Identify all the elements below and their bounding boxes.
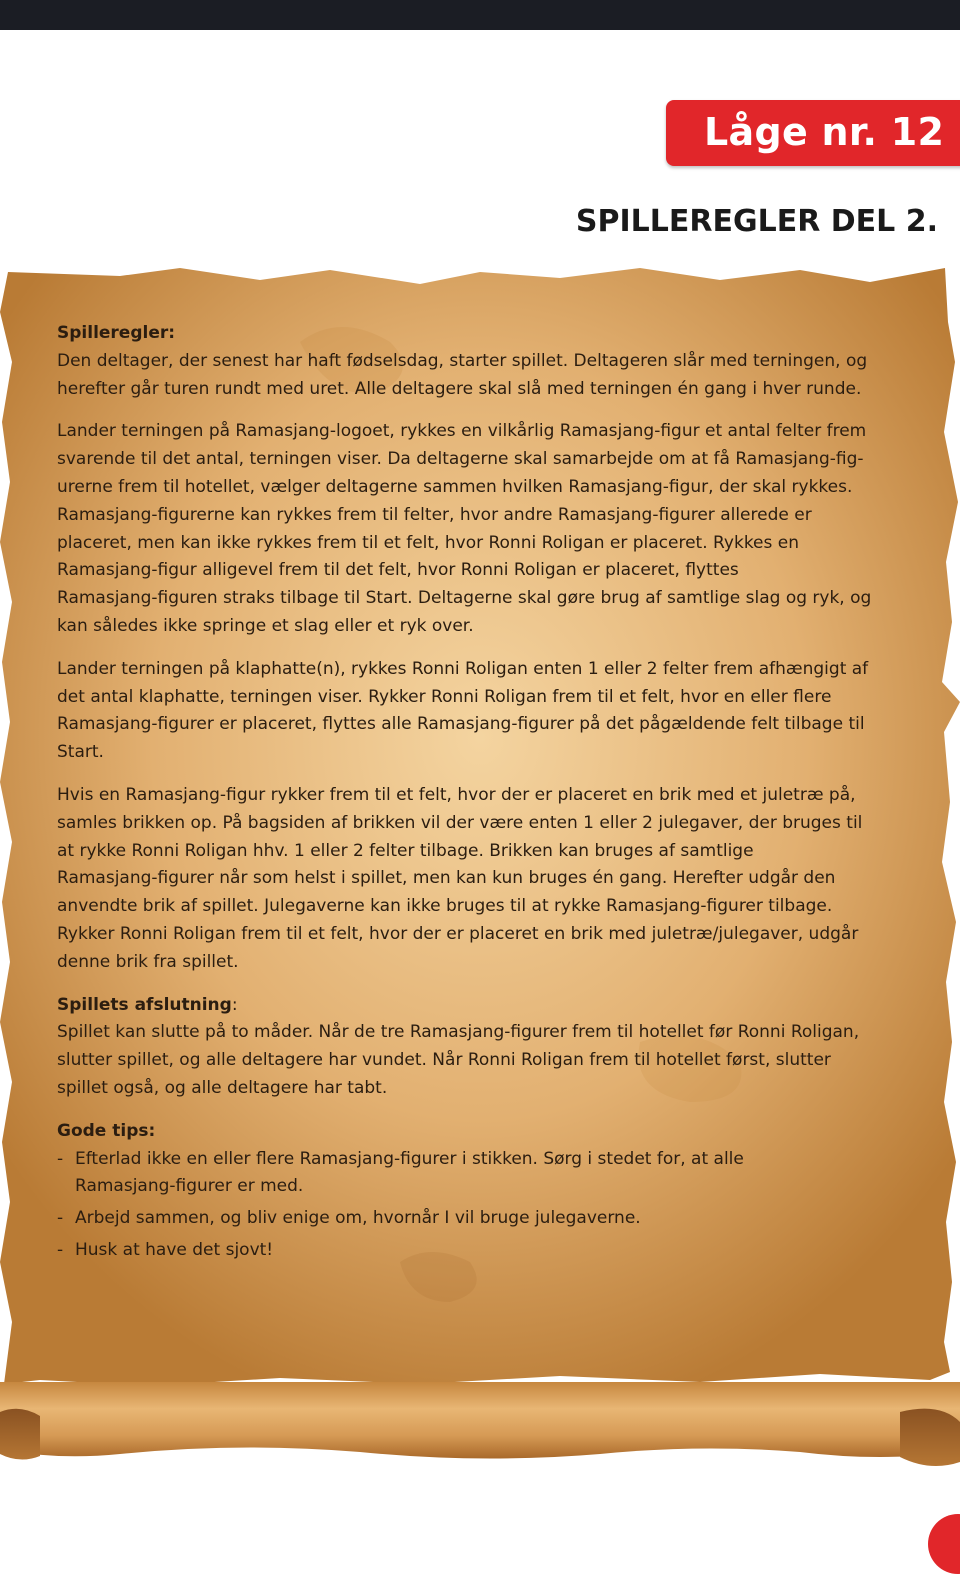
bullet-dash: -: [57, 1148, 64, 1169]
text-line: kan således ikke springe et slag eller et ryk over.: [57, 615, 474, 636]
paragraph-logo-move: [57, 418, 912, 640]
text-line: Den deltager, der senest har haft fødselsdag, starter spillet. Deltageren slår med terningen, og: [57, 350, 868, 371]
rules-heading: Spilleregler:: [57, 323, 176, 343]
text-line: Ramasjang-figurer når som helst i spillet, men kan kun bruges én gang. Herefter udgår den: [57, 868, 836, 889]
text-line: denne brik fra spillet.: [57, 951, 239, 972]
list-item: - Husk at have det sjovt!: [57, 1237, 912, 1265]
text-line: Lander terningen på Ramasjang-logoet, rykkes en vilkårlig Ramasjang-figur et antal felter frem: [57, 421, 867, 442]
text-line: Rykker Ronni Roligan frem til et felt, hvor der er placeret en brik med juletræ/julegaver, udgår: [57, 923, 859, 944]
text-line: Lander terningen på klaphatte(n), rykkes Ronni Roligan enten 1 eller 2 felter frem afhængigt af: [57, 658, 869, 679]
paragraph-klaphat-move: [57, 656, 912, 767]
text-line: svarende til det antal, terningen viser. Da deltagerne skal samarbejde om at få Ramasjang-fig-: [57, 449, 864, 470]
top-status-bar: [0, 0, 960, 30]
door-number-badge: [666, 100, 960, 166]
text-line: Ramasjang-figurerne kan rykkes frem til felter, hvor andre Ramasjang-figurer allerede er: [57, 504, 812, 525]
list-item: - Efterlad ikke en eller flere Ramasjang-figurer i stikken. Sørg i stedet for, at alle Ramasjang-figurer er med.: [57, 1146, 912, 1202]
tips-heading: Gode tips:: [57, 1120, 156, 1141]
text-line: anvendte brik af spillet. Julegaverne kan ikke bruges til at rykke Ramasjang-figurer tilbage.: [57, 896, 833, 917]
text-line: Ramasjang-figurer er placeret, flyttes alle Ramasjang-figurer på det pågældende felt tilbage til: [57, 714, 865, 735]
tips-list: [57, 1146, 912, 1265]
text-line: herefter går turen rundt med uret. Alle deltagere skal slå med terningen én gang i hver runde.: [57, 378, 862, 399]
text-line: slutter spillet, og alle deltagere har vundet. Når Ronni Roligan frem til hotellet først, slutter: [57, 1050, 831, 1071]
tips-section: [57, 1118, 912, 1265]
bullet-dash: -: [57, 1208, 64, 1229]
rules-text: [57, 320, 912, 1269]
text-line: Spillet kan slutte på to måder. Når de tre Ramasjang-figurer frem til hotellet før Ronni Roligan,: [57, 1022, 860, 1043]
paragraph-christmas-tree-tile: [57, 782, 912, 977]
text-line: Hvis en Ramasjang-figur rykker frem til et felt, hvor der er placeret en brik med et juletræ på,: [57, 784, 856, 805]
ending-heading: Spillets afslutning:: [57, 994, 238, 1015]
door-number-label: Låge nr. 12: [704, 110, 945, 154]
list-item: - Arbejd sammen, og bliv enige om, hvornår I vil bruge julegaverne.: [57, 1205, 912, 1233]
page-heading: SPILLEREGLER DEL 2.: [575, 204, 938, 239]
rules-section: [57, 320, 912, 403]
text-line: det antal klaphatte, terningen viser. Rykker Ronni Roligan frem til et felt, hvor en eller flere: [57, 686, 832, 707]
bullet-dash: -: [57, 1239, 64, 1260]
text-line: placeret, men kan ikke rykkes frem til et felt, hvor Ronni Roligan er placeret. Rykkes en: [57, 532, 800, 553]
text-line: at rykke Ronni Roligan hhv. 1 eller 2 felter tilbage. Brikken kan bruges af samtlige: [57, 840, 754, 861]
text-line: Ramasjang-figur alligevel frem til det felt, hvor Ronni Roligan er placeret, flyttes: [57, 560, 739, 581]
text-line: Start.: [57, 742, 104, 763]
text-line: samles brikken op. På bagsiden af brikken vil der være enten 1 eller 2 julegaver, der bruges til: [57, 812, 863, 833]
ending-section: [57, 992, 912, 1103]
text-line: Ramasjang-figuren straks tilbage til Start. Deltagerne skal gøre brug af samtlige slag og ryk, og: [57, 588, 872, 609]
text-line: spillet også, og alle deltagere har tabt.: [57, 1077, 388, 1098]
text-line: urerne frem til hotellet, vælger deltagerne sammen hvilken Ramasjang-figur, der skal rykkes.: [57, 476, 853, 497]
